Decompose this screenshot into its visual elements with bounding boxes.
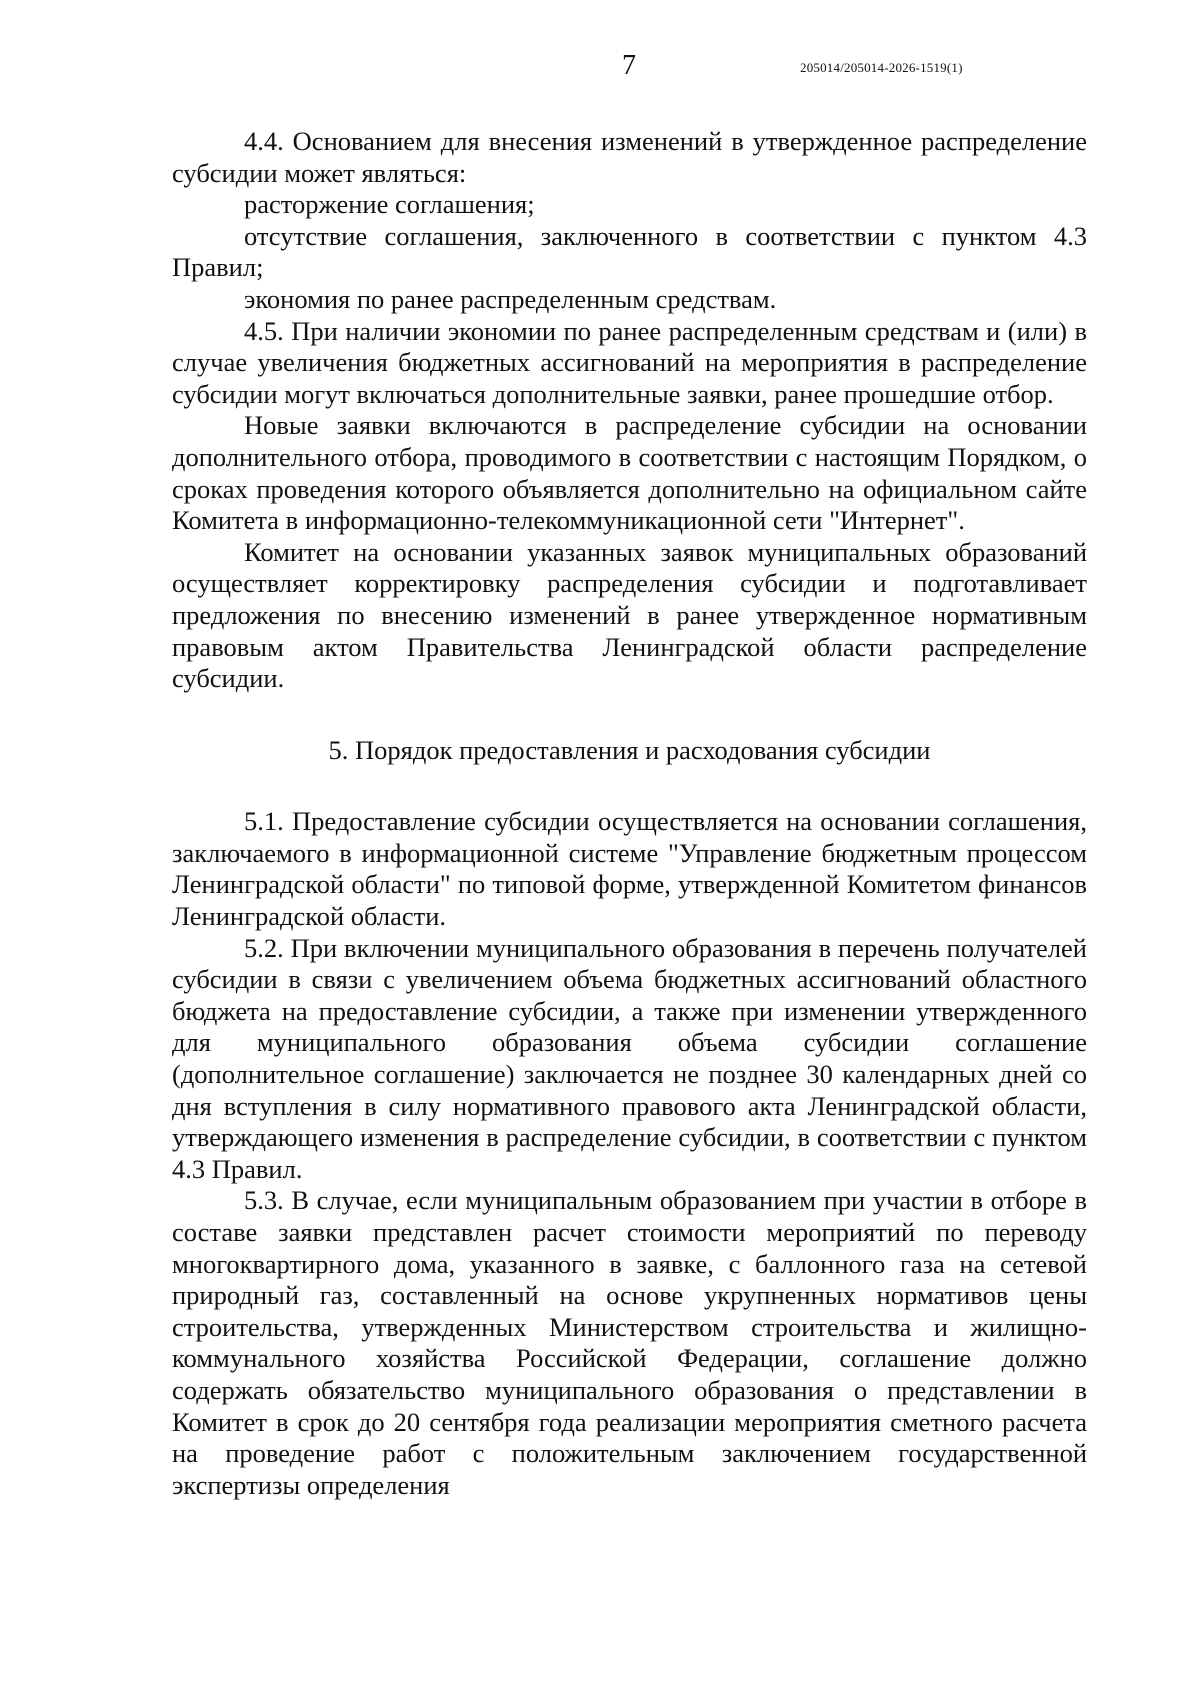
paragraph-4-4: 4.4. Основанием для внесения изменений в утвержденное распределение субсидии может являться:	[172, 126, 1087, 188]
paragraph-5-1: 5.1. Предоставление субсидии осуществляется на основании соглашения, заключаемого в информационной системе "Управление бюджетным процессом Ленинградской области" по типовой форме, утвержденной Комитетом финансов Ленинградской области.	[172, 806, 1087, 932]
paragraph-4-5: 4.5. При наличии экономии по ранее распределенным средствам и (или) в случае увеличения бюджетных ассигнований на мероприятия в распределение субсидии могут включаться дополнительные заявки, ранее прошедшие отбор.	[172, 315, 1087, 409]
paragraph-new-applications: Новые заявки включаются в распределение субсидии на основании дополнительного отбора, проводимого в соответствии с настоящим Порядком, о сроках проведения которого объявляется дополнительно на официальном сайте Комитета в информационно-телекоммуникационной сети "Интернет".	[172, 410, 1087, 536]
section-5-heading: 5. Порядок предоставления и расходования субсидии	[328, 734, 931, 765]
page-number: 7	[622, 50, 636, 81]
list-item-no-agreement: отсутствие соглашения, заключенного в соответствии с пунктом 4.3 Правил;	[172, 220, 1087, 283]
list-item-termination: расторжение соглашения;	[244, 189, 535, 220]
paragraph-5-3: 5.3. В случае, если муниципальным образованием при участии в отборе в составе заявки представлен расчет стоимости мероприятий по переводу многоквартирного дома, указанного в заявке, с баллонного газа на сетевой природный газ, составленный на основе укрупненных нормативов цены строительства, утвержденных Министерством строительства и жилищно-коммунального хозяйства Российской Федерации, соглашение должно содержать обязательство муниципального образования о представлении в Комитет в срок до 20 сентября года реализации мероприятия сметного расчета на проведение работ с положительным заключением государственной экспертизы определения	[172, 1185, 1087, 1500]
paragraph-committee: Комитет на основании указанных заявок муниципальных образований осуществляет корректировку распределения субсидии и подготавливает предложения по внесению изменений в ранее утвержденное нормативным правовым актом Правительства Ленинградской области распределение субсидии.	[172, 536, 1087, 694]
paragraph-5-2: 5.2. При включении муниципального образования в перечень получателей субсидии в связи с увеличением объема бюджетных ассигнований областного бюджета на предоставление субсидии, а также при изменении утвержденного для муниципального образования объема субсидии соглашение (дополнительное соглашение) заключается не позднее 30 календарных дней со дня вступления в силу нормативного правового акта Ленинградской области, утверждающего изменения в распределение субсидии, в соответствии с пунктом 4.3 Правил.	[172, 932, 1087, 1184]
list-item-savings: экономия по ранее распределенным средствам.	[244, 283, 777, 314]
document-body	[172, 126, 1087, 1501]
document-code: 205014/205014-2026-1519(1)	[800, 60, 963, 75]
